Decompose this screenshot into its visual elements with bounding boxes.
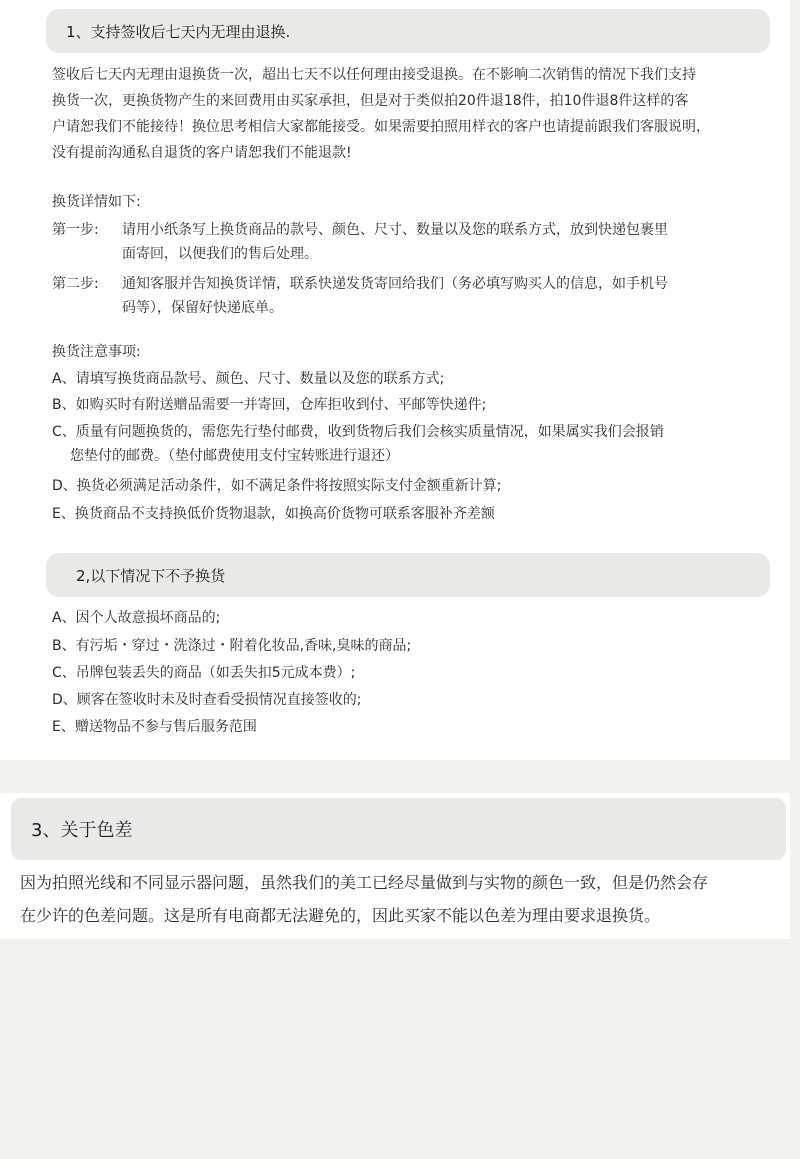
step-line: 请用小纸条写上换货商品的款号、颜色、尺寸、数量以及您的联系方式，放到快递包裹里 <box>122 222 668 238</box>
note-line: D、换货必须满足活动条件，如不满足条件将按照实际支付金额重新计算; <box>52 478 502 494</box>
note-line: E、换货商品不支持换低价货物退款，如换高价货物可联系客服补齐差额 <box>52 506 495 522</box>
paragraph-line: 户请恕我们不能接待！换位思考相信大家都能接受。如果需要拍照用样衣的客户也请提前跟我们客服说明， <box>52 119 710 135</box>
exclusion-item-a: A、因个人故意损坏商品的; <box>52 610 221 626</box>
note-line: B、如购买时有附送赠品需要一并寄回，仓库拒收到付、平邮等快递件; <box>52 397 487 413</box>
note-item-e <box>52 502 495 526</box>
step-1 <box>52 218 668 266</box>
section1-paragraph <box>52 62 772 166</box>
paragraph-line: 没有提前沟通私自退货的客户请恕我们不能退款! <box>52 145 352 161</box>
notes-title: 换货注意事项: <box>52 344 141 360</box>
section2-header <box>46 553 770 597</box>
note-item-a <box>52 367 444 391</box>
note-line: 您垫付的邮费。（垫付邮费使用支付宝转账进行退还） <box>70 448 399 464</box>
note-item-b <box>52 393 486 417</box>
note-line: C、质量有问题换货的，需您先行垫付邮费，收到货物后我们会核实质量情况，如果属实我们会报销 <box>52 424 664 440</box>
exclusion-item-d: D、顾客在签收时未及时查看受损情况直接签收的; <box>52 692 362 708</box>
color-difference-text <box>20 866 708 932</box>
section3-header <box>11 798 786 860</box>
step-label: 第二步: <box>52 276 99 292</box>
text-line: 因为拍照光线和不同显示器问题，虽然我们的美工已经尽量做到与实物的颜色一致，但是仍然会存 <box>20 873 709 892</box>
exclusion-item-c: C、吊牌包装丢失的商品（如丢失扣5元成本费）; <box>52 665 356 681</box>
section1-title: 1、支持签收后七天内无理由退换. <box>66 22 291 41</box>
section2-title: 2,以下情况下不予换货 <box>76 566 226 585</box>
step-line: 码等），保留好快递底单。 <box>122 300 283 316</box>
exchange-details-title: 换货详情如下: <box>52 194 141 210</box>
step-label: 第一步: <box>52 222 99 238</box>
step-2 <box>52 272 668 320</box>
paragraph-line: 签收后七天内无理由退换货一次，超出七天不以任何理由接受退换。在不影响二次销售的情况下我们支持 <box>52 67 696 83</box>
text-line: 在少许的色差问题。这是所有电商都无法避免的，因此买家不能以色差为理由要求退换货。 <box>20 906 661 925</box>
exclusion-item-b: B、有污垢・穿过・洗涤过・附着化妆品,香味,臭味的商品; <box>52 638 412 654</box>
paragraph-line: 换货一次，更换货物产生的来回费用由买家承担，但是对于类似拍20件退18件，拍10件退8件这样的客 <box>52 93 689 109</box>
note-item-d <box>52 474 502 498</box>
section3-title: 3、关于色差 <box>31 820 133 841</box>
section1-header <box>46 9 770 53</box>
step-line: 通知客服并告知换货详情，联系快递发货寄回给我们（务必填写购买人的信息，如手机号 <box>122 276 668 292</box>
exclusion-item-e: E、赠送物品不参与售后服务范围 <box>52 719 257 735</box>
note-line: A、请填写换货商品款号、颜色、尺寸、数量以及您的联系方式; <box>52 371 445 387</box>
note-item-c <box>52 420 664 468</box>
step-line: 面寄回，以便我们的售后处理。 <box>122 246 318 262</box>
